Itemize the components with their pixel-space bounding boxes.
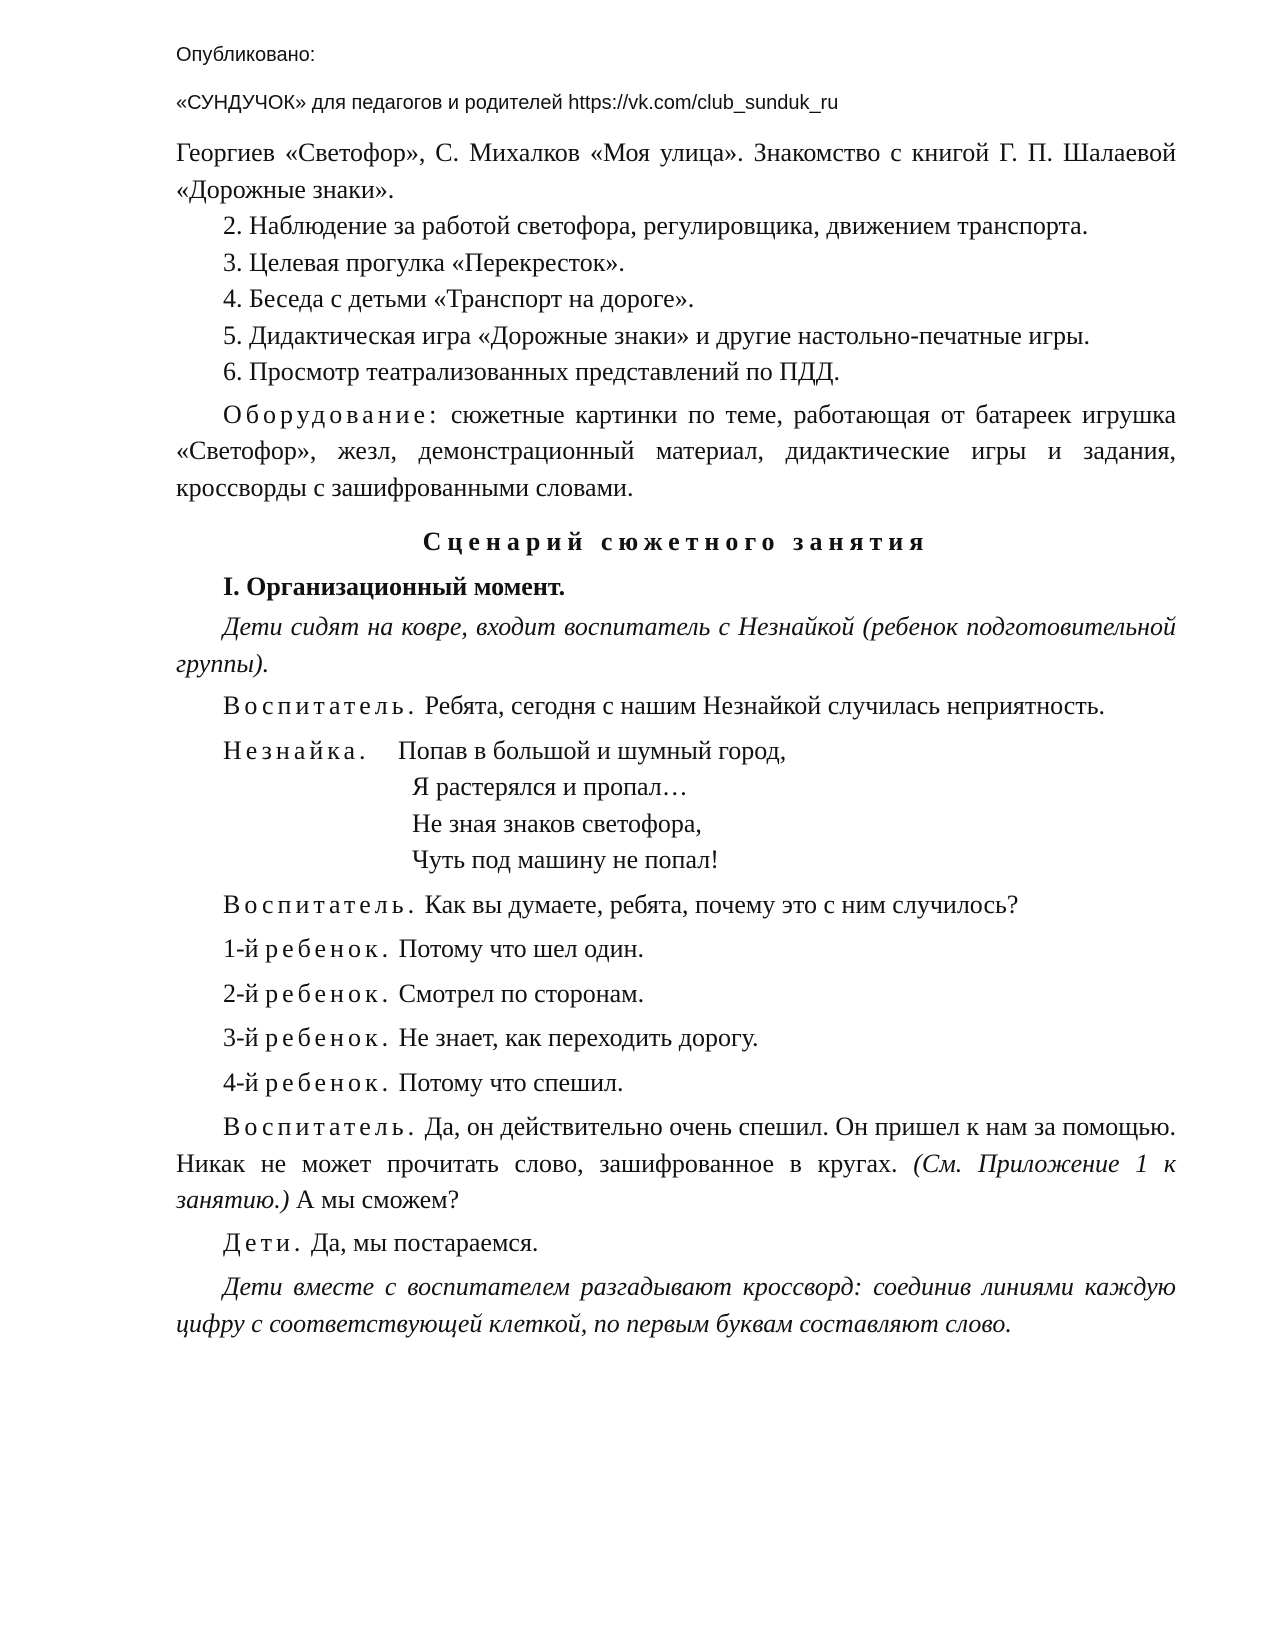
child-remark-2 — [176, 976, 1176, 1013]
neznaika-label: Незнайка. — [223, 735, 370, 765]
remark-text: Да, он действительно очень спешил. Он пришел к нам за помощью. Никак не может прочитать слово, зашифрованное в кругах. — [176, 1112, 1176, 1178]
poem-line-3: Не зная знаков светофора, — [412, 808, 702, 838]
poem-line-1: Попав в большой и шумный город, — [398, 735, 787, 765]
child-number: 2-й — [223, 978, 266, 1008]
teacher-remark-3 — [176, 1109, 1176, 1219]
equipment-paragraph — [176, 397, 1176, 507]
speaker-label: Воспитатель. — [223, 1112, 419, 1141]
child-number: 1-й — [223, 934, 266, 963]
list-item-5: 5. Дидактическая игра «Дорожные знаки» и другие настольно-печатные игры. — [223, 320, 1090, 350]
speaker-label: ребенок. — [265, 978, 393, 1008]
intro-continuation: Георгиев «Светофор», С. Михалков «Моя улица». Знакомство с книгой Г. П. Шалаевой «Дорожные знаки». — [176, 138, 1176, 204]
list-item-3: 3. Целевая прогулка «Перекресток». — [223, 247, 625, 277]
source-line: «СУНДУЧОК» для педагогов и родителей https://vk.com/club_sunduk_ru — [176, 92, 839, 114]
remark-text: Ребята, сегодня с нашим Незнайкой случилась неприятность. — [418, 691, 1106, 720]
speaker-label — [176, 733, 411, 770]
child-remark-3 — [176, 1020, 1176, 1057]
poem-line-4: Чуть под машину не попал! — [412, 845, 719, 874]
speaker-label: ребенок. — [265, 1067, 393, 1097]
stage-direction-2: Дети вместе с воспитателем разгадывают кроссворд: соединив линиями каждую цифру с соответствующей клеткой, по первым буквам составляют слово. — [176, 1272, 1176, 1338]
appendix-reference: (См. Приложение 1 к занятию.) — [176, 1148, 1177, 1214]
list-item-2: 2. Наблюдение за работой светофора, регулировщика, движением транспорта. — [223, 211, 1089, 240]
speaker-label: ребенок. — [265, 1023, 393, 1052]
poem-line-2: Я растерялся и пропал… — [412, 772, 688, 801]
speaker-label: Воспитатель. — [223, 691, 419, 720]
section-title: I. Организационный момент. — [223, 571, 566, 601]
equipment-text: сюжетные картинки по теме, работающая от батареек игрушка «Светофор», жезл, демонстрационный материал, дидактические игры и задания, кроссворды с зашифрованными словами. — [176, 399, 1176, 502]
equipment-label: Оборудование: — [223, 399, 441, 429]
remark-text-end: А мы сможем? — [289, 1185, 460, 1214]
remark-text: Смотрел по сторонам. — [392, 978, 645, 1008]
speaker-label: ребенок. — [265, 934, 393, 963]
speaker-label: Дети. — [223, 1227, 305, 1257]
teacher-remark-2 — [176, 887, 1176, 924]
remark-text: Да, мы постараемся. — [304, 1227, 539, 1257]
child-remark-1 — [176, 931, 1176, 968]
scenario-heading: Сценарий сюжетного занятия — [422, 527, 930, 556]
published-label: Опубликовано: — [176, 44, 316, 66]
stage-direction-1: Дети сидят на ковре, входит воспитатель с Незнайкой (ребенок подготовительной группы). — [176, 612, 1176, 678]
remark-text: Потому что шел один. — [392, 934, 644, 963]
remark-text: Как вы думаете, ребята, почему это с ним случилось? — [418, 889, 1019, 919]
list-item-6: 6. Просмотр театрализованных представлений по ПДД. — [223, 357, 841, 386]
child-number: 4-й — [223, 1067, 266, 1097]
speaker-label: Воспитатель. — [223, 889, 419, 919]
teacher-remark-1 — [176, 688, 1176, 725]
poem-first-row — [176, 733, 1176, 770]
kids-remark — [176, 1225, 1176, 1262]
document-body — [176, 135, 1176, 1342]
list-item-4: 4. Беседа с детьми «Транспорт на дороге». — [223, 284, 695, 313]
remark-text: Потому что спешил. — [392, 1067, 624, 1097]
poem-block — [176, 733, 1176, 879]
remark-text: Не знает, как переходить дорогу. — [392, 1023, 759, 1052]
child-remark-4 — [176, 1065, 1176, 1102]
child-number: 3-й — [223, 1023, 266, 1052]
